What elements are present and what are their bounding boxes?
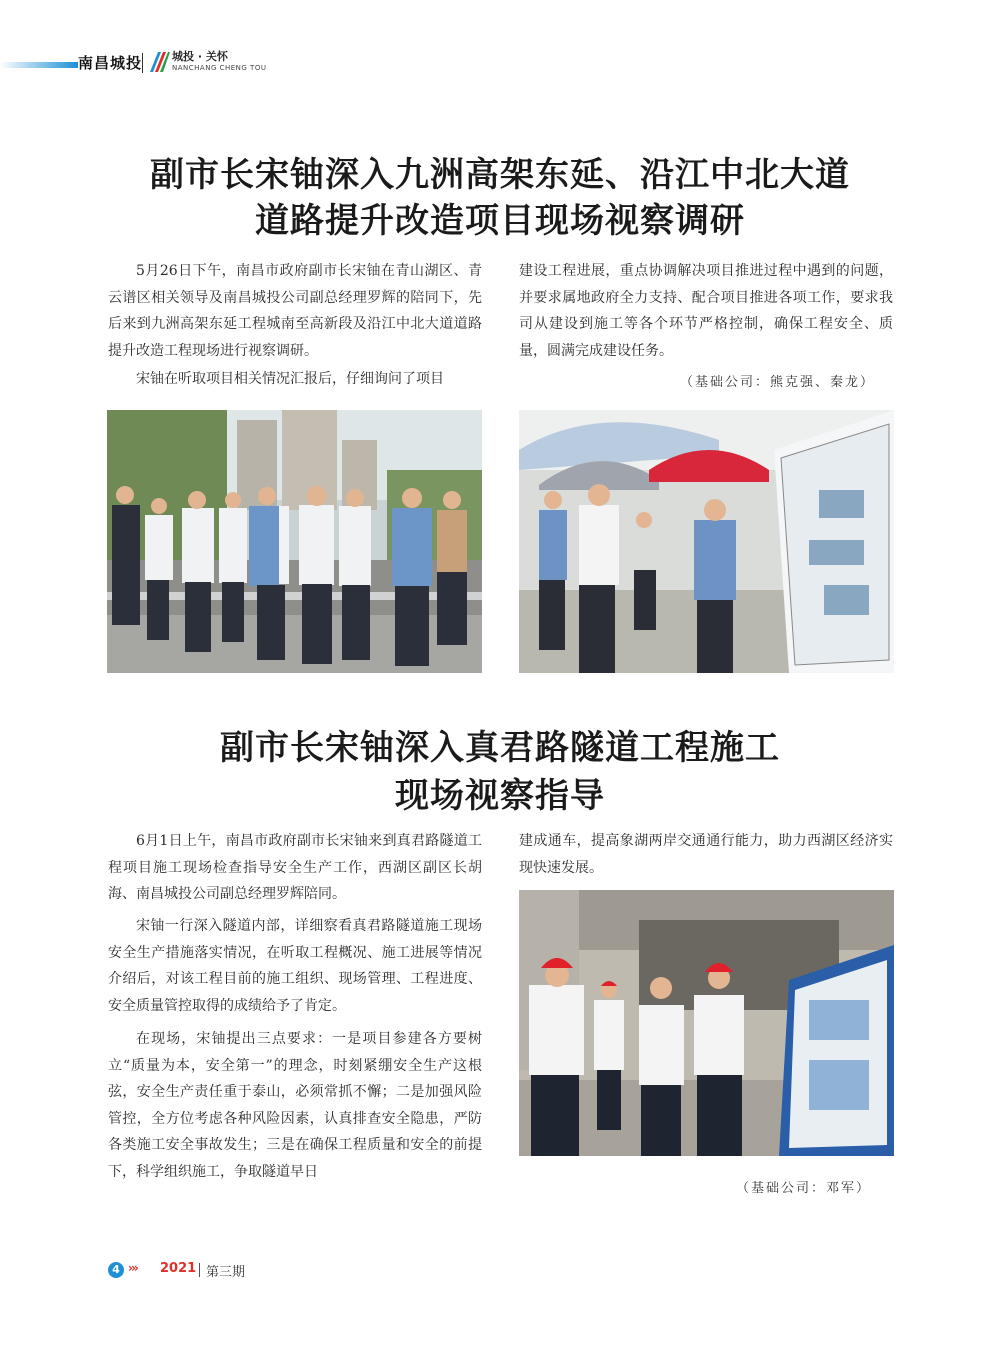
article1-title-line2: 道路提升改造项目现场视察调研 [255,201,745,241]
footer-issue: 第三期 [206,1265,246,1280]
article2-right-paragraph1: 建成通车，提高象湖两岸交通通行能力，助力西湖区经济实现快速发展。 [519,833,893,876]
article2-left-paragraph3: 在现场，宋铀提出三点要求：一是项目参建各方要树立“质量为本，安全第一”的理念，时刻紧绷安全生产这根弦，安全生产责任重于泰山，必须常抓不懈；二是加强风险管控，全方位考虑各种风险因素，认真排查安全隐患，严防各类施工安全事故发生；三是在确保工程质量和安全的前提下，科学组织施工，争取隧道早日 [108,1031,482,1180]
article2-left-paragraph1: 6月1日上午，南昌市政府副市长宋铀来到真君路隧道工程项目施工现场检查指导安全生产工作，西湖区副区长胡海、南昌城投公司副总经理罗辉陪同。 [108,833,482,902]
article1-right-paragraph1: 建设工程进展，重点协调解决项目推进过程中遇到的问题，并要求属地政府全力支持、配合项目推进各项工作，要求我司从建设到施工等各个环节严格控制，确保工程安全、质量，圆满完成建设任务。 [519,263,893,359]
article1-credit: （基础公司：熊克强、秦龙） [680,375,876,390]
header-subtitle-en: NANCHANG CHENG TOU [172,64,267,72]
footer-divider [199,1263,200,1277]
photo-elevated-road-visit [107,410,482,673]
header-divider [142,53,143,73]
chengtou-logo-icon [148,50,170,74]
article2-credit: （基础公司：邓军） [736,1181,872,1196]
article1-title-line1: 副市长宋铀深入九洲高架东延、沿江中北大道 [150,155,850,195]
article2-title-line1: 副市长宋铀深入真君路隧道工程施工 [220,728,780,768]
footer-arrows-icon: ››› [128,1261,137,1275]
page-number: 4 [108,1262,124,1278]
header-accent-line [0,62,78,68]
header-subtitle: 城投 · 关怀 [172,50,228,63]
article1-left-paragraph1: 5月26日下午，南昌市政府副市长宋铀在青山湖区、青云谱区相关领导及南昌城投公司副总经理罗辉的陪同下，先后来到九洲高架东延工程城南至高新段及沿江中北大道道路提升改造工程现场进行视察调研。 [108,263,482,359]
article2-left-paragraph2: 宋铀一行深入隧道内部，详细察看真君路隧道施工现场安全生产措施落实情况，在听取工程概况、施工进展等情况介绍后，对该工程目前的施工组织、现场管理、工程进度、安全质量管控取得的成绩给予了肯定。 [108,918,482,1014]
footer-year: 2021 [160,1261,197,1276]
header-brand: 南昌城投 [78,54,143,72]
photo-tunnel-inspection [519,890,894,1156]
article2-title-line2: 现场视察指导 [395,776,605,816]
article1-left-paragraph2: 宋铀在听取项目相关情况汇报后，仔细询问了项目 [136,371,444,387]
photo-umbrella-site-inspection [519,410,894,673]
